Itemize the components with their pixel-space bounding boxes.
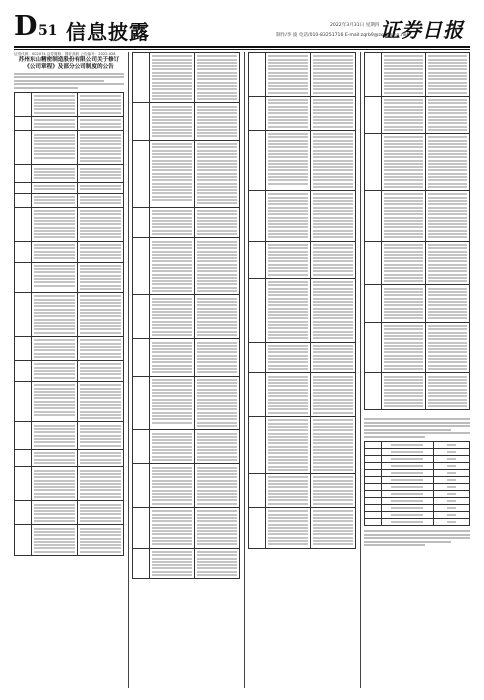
table-cell bbox=[425, 134, 469, 191]
table-row bbox=[249, 96, 356, 130]
table-row bbox=[365, 505, 470, 512]
table-cell bbox=[133, 103, 150, 140]
table-cell bbox=[365, 512, 382, 519]
table-row bbox=[15, 262, 124, 293]
table-row bbox=[365, 53, 470, 97]
table-row bbox=[133, 430, 240, 464]
masthead-rule-thick bbox=[14, 46, 470, 48]
table-cell bbox=[149, 207, 194, 238]
table-cell bbox=[77, 241, 123, 262]
table-cell bbox=[133, 464, 150, 508]
table-row bbox=[365, 442, 470, 449]
table-cell bbox=[265, 241, 310, 278]
table-cell bbox=[381, 134, 425, 191]
table-cell bbox=[149, 53, 194, 103]
table-cell bbox=[425, 96, 469, 133]
table-cell bbox=[365, 442, 382, 449]
table-cell bbox=[194, 238, 239, 295]
table-cell bbox=[133, 53, 150, 103]
table-cell bbox=[194, 548, 239, 579]
table-cell bbox=[381, 512, 433, 519]
table-cell bbox=[381, 53, 425, 97]
table-cell bbox=[133, 238, 150, 295]
table-cell bbox=[133, 548, 150, 579]
table-row bbox=[249, 191, 356, 241]
table-cell bbox=[265, 130, 310, 190]
table-cell bbox=[365, 491, 382, 498]
table-cell bbox=[15, 525, 32, 556]
table-row bbox=[15, 381, 124, 422]
table-row bbox=[15, 117, 124, 131]
table-row bbox=[365, 456, 470, 463]
table-cell bbox=[265, 96, 310, 130]
table-row bbox=[15, 241, 124, 262]
table-cell bbox=[249, 474, 266, 508]
table-cell bbox=[365, 505, 382, 512]
table-cell bbox=[310, 278, 355, 342]
table-cell bbox=[77, 165, 123, 182]
column-separator bbox=[360, 52, 361, 688]
table-row bbox=[365, 484, 470, 491]
table-row bbox=[365, 134, 470, 191]
table-cell bbox=[265, 278, 310, 342]
table-cell bbox=[31, 361, 77, 382]
editor-contact: 制作/李 波 电话/010-83251716 E-mail:zqrb9@zqrb.sina.net bbox=[276, 33, 409, 38]
table-cell bbox=[31, 131, 77, 165]
table-cell bbox=[77, 193, 123, 207]
table-cell bbox=[31, 165, 77, 182]
table-cell bbox=[425, 322, 469, 372]
table-cell bbox=[133, 207, 150, 238]
table-row bbox=[133, 207, 240, 238]
table-cell bbox=[433, 477, 470, 484]
table-cell bbox=[381, 498, 433, 505]
table-row bbox=[15, 131, 124, 165]
table-cell bbox=[77, 525, 123, 556]
table-cell bbox=[149, 339, 194, 376]
table-row bbox=[15, 207, 124, 241]
column-1 bbox=[14, 52, 124, 688]
table-row bbox=[365, 96, 470, 133]
table-cell bbox=[381, 470, 433, 477]
section-title: 信息披露 bbox=[66, 20, 150, 44]
table-cell bbox=[365, 477, 382, 484]
table-row bbox=[365, 498, 470, 505]
table-row bbox=[249, 417, 356, 474]
table-cell bbox=[381, 463, 433, 470]
table-cell bbox=[133, 339, 150, 376]
table-cell bbox=[365, 285, 382, 322]
table-cell bbox=[425, 285, 469, 322]
text-block bbox=[364, 530, 470, 546]
table-row bbox=[133, 295, 240, 339]
table-cell bbox=[15, 293, 32, 337]
table-row bbox=[365, 322, 470, 372]
table-cell bbox=[310, 474, 355, 508]
table-cell bbox=[425, 241, 469, 285]
table-cell bbox=[31, 117, 77, 131]
table-cell bbox=[365, 449, 382, 456]
column-3 bbox=[248, 52, 356, 688]
table-cell bbox=[15, 193, 32, 207]
table-cell bbox=[310, 241, 355, 278]
table-cell bbox=[133, 508, 150, 549]
table-row bbox=[249, 241, 356, 278]
table-cell bbox=[15, 467, 32, 501]
table-row bbox=[249, 278, 356, 342]
table-cell bbox=[194, 464, 239, 508]
table-cell bbox=[365, 519, 382, 526]
table-row bbox=[133, 508, 240, 549]
table-cell bbox=[381, 442, 433, 449]
table-row bbox=[15, 449, 124, 466]
table-cell bbox=[15, 92, 32, 116]
table-row bbox=[249, 474, 356, 508]
table-cell bbox=[149, 464, 194, 508]
table-cell bbox=[15, 501, 32, 525]
table-cell bbox=[433, 463, 470, 470]
table-row bbox=[365, 491, 470, 498]
table-row bbox=[365, 373, 470, 410]
table-cell bbox=[31, 241, 77, 262]
table-row bbox=[15, 193, 124, 207]
table-cell bbox=[77, 131, 123, 165]
table-cell bbox=[194, 140, 239, 207]
page-body bbox=[14, 52, 470, 688]
column-2 bbox=[132, 52, 240, 688]
table-row bbox=[133, 339, 240, 376]
table-row bbox=[365, 463, 470, 470]
table-cell bbox=[77, 501, 123, 525]
table-cell bbox=[15, 241, 32, 262]
table-cell bbox=[149, 140, 194, 207]
table-row bbox=[249, 508, 356, 549]
table-cell bbox=[265, 373, 310, 417]
table-cell bbox=[31, 449, 77, 466]
table-cell bbox=[433, 519, 470, 526]
table-cell bbox=[31, 337, 77, 361]
table-cell bbox=[365, 373, 382, 410]
table-cell bbox=[194, 376, 239, 430]
table-cell bbox=[149, 508, 194, 549]
table-cell bbox=[194, 430, 239, 464]
table-cell bbox=[31, 501, 77, 525]
table-cell bbox=[149, 430, 194, 464]
table-cell bbox=[194, 508, 239, 549]
table-cell bbox=[15, 337, 32, 361]
table-cell bbox=[249, 96, 266, 130]
table-cell bbox=[15, 131, 32, 165]
column-separator bbox=[244, 52, 245, 688]
table-row bbox=[133, 103, 240, 140]
table-row bbox=[133, 548, 240, 579]
table-cell bbox=[249, 373, 266, 417]
table-cell bbox=[310, 417, 355, 474]
amendment-table-grid bbox=[364, 52, 470, 410]
table-cell bbox=[31, 525, 77, 556]
table-cell bbox=[15, 207, 32, 241]
table-row bbox=[133, 376, 240, 430]
table-row bbox=[365, 191, 470, 241]
masthead-rule-thin bbox=[14, 49, 470, 50]
page-code: D bbox=[14, 11, 37, 42]
table-cell bbox=[365, 134, 382, 191]
table-cell bbox=[365, 498, 382, 505]
table-cell bbox=[31, 381, 77, 422]
table-cell bbox=[310, 373, 355, 417]
table-row bbox=[15, 361, 124, 382]
table-row bbox=[15, 337, 124, 361]
amendment-table-grid bbox=[132, 52, 240, 579]
table-row bbox=[365, 470, 470, 477]
table-cell bbox=[31, 207, 77, 241]
table-cell bbox=[77, 182, 123, 193]
table-cell bbox=[249, 342, 266, 373]
table-row bbox=[15, 182, 124, 193]
announcement-title-line-2: 《公司章程》及部分公司制度的公告 bbox=[24, 64, 114, 70]
table-cell bbox=[265, 474, 310, 508]
table-row bbox=[365, 241, 470, 285]
table-row bbox=[133, 140, 240, 207]
table-cell bbox=[425, 53, 469, 97]
table-cell bbox=[194, 207, 239, 238]
table-cell bbox=[249, 130, 266, 190]
masthead bbox=[14, 11, 470, 48]
table-cell bbox=[194, 53, 239, 103]
table-row bbox=[365, 477, 470, 484]
table-cell bbox=[433, 484, 470, 491]
table-cell bbox=[149, 238, 194, 295]
table-cell bbox=[194, 339, 239, 376]
announcement-title-line-1: 苏州东山精密制造股份有限公司关于修订 bbox=[18, 57, 120, 63]
table-cell bbox=[381, 322, 425, 372]
table-row bbox=[15, 165, 124, 182]
table-cell bbox=[381, 241, 425, 285]
table-cell bbox=[310, 342, 355, 373]
table-cell bbox=[249, 191, 266, 241]
table-cell bbox=[15, 182, 32, 193]
table-row bbox=[365, 285, 470, 322]
table-cell bbox=[433, 498, 470, 505]
table-cell bbox=[425, 191, 469, 241]
table-row bbox=[133, 238, 240, 295]
table-cell bbox=[31, 467, 77, 501]
table-row bbox=[15, 92, 124, 116]
table-cell bbox=[15, 117, 32, 131]
amendment-table-grid bbox=[248, 52, 356, 549]
table-cell bbox=[365, 463, 382, 470]
table-cell bbox=[433, 505, 470, 512]
table-cell bbox=[77, 293, 123, 337]
table-cell bbox=[381, 285, 425, 322]
table-row bbox=[365, 512, 470, 519]
table-cell bbox=[77, 422, 123, 449]
table-row bbox=[249, 342, 356, 373]
table-row bbox=[133, 464, 240, 508]
table-cell bbox=[265, 191, 310, 241]
table-cell bbox=[310, 191, 355, 241]
table-cell bbox=[77, 449, 123, 466]
table-cell bbox=[249, 417, 266, 474]
table-cell bbox=[433, 512, 470, 519]
table-cell bbox=[15, 361, 32, 382]
table-row bbox=[365, 519, 470, 526]
table-cell bbox=[149, 548, 194, 579]
table-cell bbox=[249, 241, 266, 278]
table-cell bbox=[381, 519, 433, 526]
table-cell bbox=[381, 456, 433, 463]
table-cell bbox=[381, 477, 433, 484]
table-cell bbox=[77, 467, 123, 501]
table-cell bbox=[77, 92, 123, 116]
table-cell bbox=[77, 381, 123, 422]
table-cell bbox=[77, 262, 123, 293]
table-cell bbox=[265, 417, 310, 474]
table-cell bbox=[31, 262, 77, 293]
table-cell bbox=[433, 442, 470, 449]
newspaper-logo: 证券日报 bbox=[380, 18, 464, 42]
table-cell bbox=[31, 193, 77, 207]
column-separator bbox=[128, 52, 129, 688]
table-cell bbox=[310, 508, 355, 549]
table-cell bbox=[31, 92, 77, 116]
table-row bbox=[15, 293, 124, 337]
table-cell bbox=[77, 117, 123, 131]
table-cell bbox=[365, 241, 382, 285]
table-cell bbox=[249, 53, 266, 97]
table-cell bbox=[15, 422, 32, 449]
table-cell bbox=[133, 140, 150, 207]
table-cell bbox=[381, 449, 433, 456]
table-row bbox=[249, 373, 356, 417]
amendment-table-grid bbox=[14, 92, 124, 556]
table-row bbox=[133, 53, 240, 103]
table-cell bbox=[381, 484, 433, 491]
announcement-code-line: 证券代码：002074 证券简称：国轩高科 公告编号：2022-028 bbox=[14, 52, 116, 56]
amendment-table bbox=[14, 92, 124, 556]
table-row bbox=[15, 467, 124, 501]
table-cell bbox=[133, 295, 150, 339]
table-cell bbox=[133, 430, 150, 464]
table-cell bbox=[31, 293, 77, 337]
table-cell bbox=[194, 295, 239, 339]
text-block bbox=[364, 418, 470, 438]
table-row bbox=[15, 422, 124, 449]
table-cell bbox=[310, 53, 355, 97]
table-cell bbox=[381, 491, 433, 498]
table-cell bbox=[149, 376, 194, 430]
page-number: 51 bbox=[38, 23, 58, 39]
table-row bbox=[365, 449, 470, 456]
table-cell bbox=[31, 422, 77, 449]
table-cell bbox=[365, 484, 382, 491]
table-row bbox=[15, 501, 124, 525]
table-cell bbox=[15, 381, 32, 422]
table-cell bbox=[133, 376, 150, 430]
table-cell bbox=[77, 207, 123, 241]
table-row bbox=[15, 525, 124, 556]
table-cell bbox=[149, 103, 194, 140]
table-cell bbox=[265, 508, 310, 549]
table-cell bbox=[310, 96, 355, 130]
table-cell bbox=[149, 295, 194, 339]
table-cell bbox=[15, 449, 32, 466]
column-4 bbox=[364, 52, 470, 688]
table-cell bbox=[381, 96, 425, 133]
table-cell bbox=[77, 337, 123, 361]
table-cell bbox=[381, 505, 433, 512]
table-cell bbox=[15, 165, 32, 182]
table-cell bbox=[249, 278, 266, 342]
table-cell bbox=[365, 53, 382, 97]
table-cell bbox=[194, 103, 239, 140]
table-row bbox=[249, 130, 356, 190]
table-cell bbox=[15, 262, 32, 293]
table-cell bbox=[365, 456, 382, 463]
table-cell bbox=[433, 470, 470, 477]
table-cell bbox=[365, 96, 382, 133]
table-cell bbox=[433, 456, 470, 463]
table-cell bbox=[425, 373, 469, 410]
table-cell bbox=[265, 342, 310, 373]
text-block bbox=[14, 73, 124, 89]
table-cell bbox=[381, 373, 425, 410]
table-cell bbox=[310, 130, 355, 190]
table-cell bbox=[249, 508, 266, 549]
table-row bbox=[249, 53, 356, 97]
table-cell bbox=[365, 322, 382, 372]
table-cell bbox=[433, 449, 470, 456]
table-cell bbox=[381, 191, 425, 241]
issue-date: 2022年3月31日 星期四 bbox=[330, 23, 380, 28]
table-cell bbox=[77, 361, 123, 382]
table-cell bbox=[433, 491, 470, 498]
table-cell bbox=[365, 470, 382, 477]
table-cell bbox=[365, 191, 382, 241]
summary-table bbox=[364, 441, 470, 526]
table-cell bbox=[31, 182, 77, 193]
table-cell bbox=[265, 53, 310, 97]
